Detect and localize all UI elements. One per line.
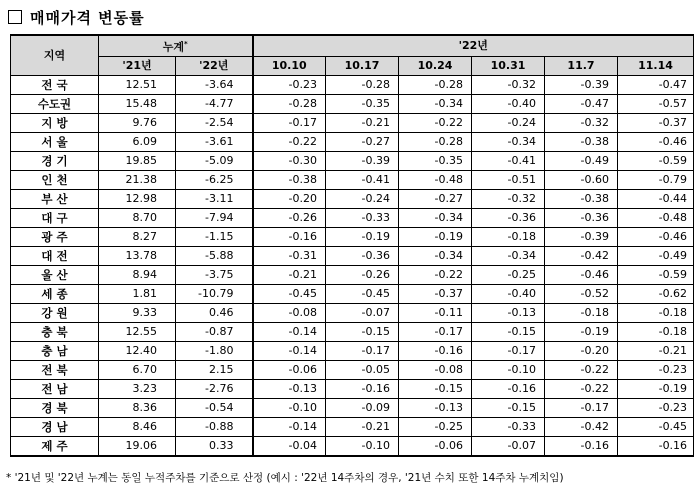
table-row (11, 379, 694, 398)
value-cell: -0.38 (545, 189, 618, 208)
value-cell: -0.24 (326, 189, 399, 208)
value-cell: -5.09 (176, 151, 253, 170)
header-week: 10.17 (326, 56, 399, 75)
value-cell: -0.46 (618, 227, 694, 246)
value-cell: -0.38 (545, 132, 618, 151)
value-cell: -0.39 (545, 75, 618, 94)
section-title (8, 6, 145, 28)
value-cell: -0.10 (253, 398, 326, 417)
header-week: 10.10 (253, 56, 326, 75)
table-row (11, 208, 694, 227)
value-cell: -0.19 (545, 322, 618, 341)
value-cell: -0.10 (472, 360, 545, 379)
value-cell: -0.05 (326, 360, 399, 379)
value-cell: -0.48 (399, 170, 472, 189)
region-cell: 울 산 (11, 265, 99, 284)
value-cell: -0.22 (253, 132, 326, 151)
value-cell: -0.32 (472, 189, 545, 208)
value-cell: -0.40 (472, 284, 545, 303)
region-cell: 서 울 (11, 132, 99, 151)
header-region: 지역 (11, 35, 99, 75)
value-cell: 0.46 (176, 303, 253, 322)
value-cell: 12.40 (99, 341, 176, 360)
value-cell: 8.36 (99, 398, 176, 417)
value-cell: -0.42 (545, 417, 618, 436)
region-cell: 제 주 (11, 436, 99, 456)
value-cell: -0.40 (472, 94, 545, 113)
value-cell: -0.08 (253, 303, 326, 322)
value-cell: -0.39 (326, 151, 399, 170)
value-cell: -0.37 (618, 113, 694, 132)
value-cell: -0.23 (618, 360, 694, 379)
value-cell: -0.13 (399, 398, 472, 417)
value-cell: -0.18 (618, 322, 694, 341)
value-cell: -0.16 (326, 379, 399, 398)
region-cell: 충 북 (11, 322, 99, 341)
value-cell: -0.21 (326, 113, 399, 132)
value-cell: -0.10 (326, 436, 399, 456)
value-cell: -0.39 (545, 227, 618, 246)
value-cell: 6.09 (99, 132, 176, 151)
region-cell: 전 국 (11, 75, 99, 94)
region-cell: 인 천 (11, 170, 99, 189)
value-cell: -0.21 (618, 341, 694, 360)
value-cell: -0.45 (253, 284, 326, 303)
value-cell: -0.23 (253, 75, 326, 94)
value-cell: 8.70 (99, 208, 176, 227)
value-cell: -0.88 (176, 417, 253, 436)
region-cell: 경 기 (11, 151, 99, 170)
region-cell: 세 종 (11, 284, 99, 303)
value-cell: -6.25 (176, 170, 253, 189)
value-cell: -0.15 (326, 322, 399, 341)
value-cell: -0.38 (253, 170, 326, 189)
value-cell: -0.36 (472, 208, 545, 227)
value-cell: -0.19 (618, 379, 694, 398)
value-cell: 19.06 (99, 436, 176, 456)
value-cell: -0.27 (399, 189, 472, 208)
value-cell: 2.15 (176, 360, 253, 379)
region-cell: 전 남 (11, 379, 99, 398)
value-cell: -0.26 (326, 265, 399, 284)
value-cell: -0.33 (472, 417, 545, 436)
value-cell: -0.16 (472, 379, 545, 398)
value-cell: -3.75 (176, 265, 253, 284)
value-cell: -0.07 (326, 303, 399, 322)
table-row (11, 113, 694, 132)
value-cell: -0.34 (399, 94, 472, 113)
value-cell: -0.08 (399, 360, 472, 379)
value-cell: -0.34 (399, 208, 472, 227)
region-cell: 지 방 (11, 113, 99, 132)
value-cell: -0.14 (253, 417, 326, 436)
value-cell: -0.37 (399, 284, 472, 303)
value-cell: -0.17 (472, 341, 545, 360)
value-cell: -0.22 (545, 379, 618, 398)
value-cell: -0.22 (399, 265, 472, 284)
value-cell: 9.76 (99, 113, 176, 132)
table-row (11, 151, 694, 170)
value-cell: -0.34 (399, 246, 472, 265)
value-cell: -0.45 (618, 417, 694, 436)
value-cell: -0.51 (472, 170, 545, 189)
value-cell: -0.59 (618, 151, 694, 170)
value-cell: -10.79 (176, 284, 253, 303)
value-cell: -0.17 (399, 322, 472, 341)
value-cell: -0.33 (326, 208, 399, 227)
value-cell: -0.24 (472, 113, 545, 132)
table-row (11, 132, 694, 151)
value-cell: -0.28 (399, 75, 472, 94)
header-week: 11.7 (545, 56, 618, 75)
header-col-21: '21년 (99, 56, 176, 75)
footnote: * '21년 및 '22년 누계는 동일 누적주차를 기준으로 산정 (예시 : '22년 14주차의 경우, '21년 수치 또한 14주차 누계치임) (6, 472, 564, 484)
region-cell: 부 산 (11, 189, 99, 208)
value-cell: -0.35 (399, 151, 472, 170)
region-cell: 전 북 (11, 360, 99, 379)
value-cell: -0.62 (618, 284, 694, 303)
value-cell: -0.41 (472, 151, 545, 170)
value-cell: -0.47 (618, 75, 694, 94)
value-cell: -5.88 (176, 246, 253, 265)
value-cell: -0.32 (545, 113, 618, 132)
section-title-text: 매매가격 변동률 (30, 8, 145, 27)
value-cell: -0.15 (399, 379, 472, 398)
region-cell: 경 남 (11, 417, 99, 436)
value-cell: 9.33 (99, 303, 176, 322)
value-cell: -0.23 (618, 398, 694, 417)
value-cell: -0.18 (472, 227, 545, 246)
value-cell: -0.04 (253, 436, 326, 456)
header-year-22: '22년 (253, 35, 694, 56)
value-cell: 21.38 (99, 170, 176, 189)
value-cell: -0.16 (253, 227, 326, 246)
table-row (11, 94, 694, 113)
value-cell: -0.11 (399, 303, 472, 322)
table-row (11, 398, 694, 417)
value-cell: -3.61 (176, 132, 253, 151)
value-cell: -0.52 (545, 284, 618, 303)
header-col-22: '22년 (176, 56, 253, 75)
value-cell: -0.28 (399, 132, 472, 151)
value-cell: -0.31 (253, 246, 326, 265)
value-cell: -4.77 (176, 94, 253, 113)
value-cell: -0.45 (326, 284, 399, 303)
value-cell: -3.11 (176, 189, 253, 208)
value-cell: -0.36 (545, 208, 618, 227)
value-cell: -0.16 (618, 436, 694, 456)
value-cell: -0.21 (253, 265, 326, 284)
value-cell: 13.78 (99, 246, 176, 265)
value-cell: -0.18 (618, 303, 694, 322)
value-cell: -0.19 (326, 227, 399, 246)
value-cell: -0.49 (618, 246, 694, 265)
value-cell: -0.17 (326, 341, 399, 360)
value-cell: -1.15 (176, 227, 253, 246)
value-cell: 3.23 (99, 379, 176, 398)
value-cell: -0.79 (618, 170, 694, 189)
region-cell: 수도권 (11, 94, 99, 113)
value-cell: -0.21 (326, 417, 399, 436)
value-cell: -0.46 (545, 265, 618, 284)
region-cell: 광 주 (11, 227, 99, 246)
header-week: 10.24 (399, 56, 472, 75)
value-cell: -0.17 (545, 398, 618, 417)
value-cell: -0.28 (253, 94, 326, 113)
price-change-table (10, 34, 694, 457)
value-cell: -3.64 (176, 75, 253, 94)
region-cell: 강 원 (11, 303, 99, 322)
value-cell: -0.22 (399, 113, 472, 132)
value-cell: -0.06 (253, 360, 326, 379)
value-cell: 12.98 (99, 189, 176, 208)
table-row (11, 436, 694, 456)
value-cell: -0.17 (253, 113, 326, 132)
region-cell: 경 북 (11, 398, 99, 417)
value-cell: -0.20 (253, 189, 326, 208)
value-cell: -0.14 (253, 341, 326, 360)
value-cell: -0.14 (253, 322, 326, 341)
region-cell: 대 구 (11, 208, 99, 227)
region-cell: 충 남 (11, 341, 99, 360)
value-cell: -0.30 (253, 151, 326, 170)
value-cell: -0.57 (618, 94, 694, 113)
value-cell: -0.36 (326, 246, 399, 265)
value-cell: -0.35 (326, 94, 399, 113)
value-cell: -0.87 (176, 322, 253, 341)
value-cell: -0.32 (472, 75, 545, 94)
value-cell: 12.51 (99, 75, 176, 94)
value-cell: 8.94 (99, 265, 176, 284)
table-row (11, 303, 694, 322)
value-cell: -0.18 (545, 303, 618, 322)
value-cell: -0.46 (618, 132, 694, 151)
table-row (11, 170, 694, 189)
table-row (11, 360, 694, 379)
value-cell: -0.34 (472, 246, 545, 265)
value-cell: -7.94 (176, 208, 253, 227)
value-cell: 8.46 (99, 417, 176, 436)
value-cell: -0.48 (618, 208, 694, 227)
value-cell: -0.27 (326, 132, 399, 151)
value-cell: -0.49 (545, 151, 618, 170)
table-row (11, 227, 694, 246)
table-row (11, 417, 694, 436)
header-cumulative: 누계* (99, 35, 253, 56)
value-cell: 19.85 (99, 151, 176, 170)
value-cell: -0.25 (399, 417, 472, 436)
value-cell: -0.41 (326, 170, 399, 189)
value-cell: -0.44 (618, 189, 694, 208)
value-cell: -0.15 (472, 398, 545, 417)
value-cell: -0.26 (253, 208, 326, 227)
value-cell: -0.22 (545, 360, 618, 379)
value-cell: -0.07 (472, 436, 545, 456)
value-cell: -0.15 (472, 322, 545, 341)
table-row (11, 75, 694, 94)
table-row (11, 246, 694, 265)
value-cell: -0.16 (399, 341, 472, 360)
value-cell: -0.13 (253, 379, 326, 398)
value-cell: 8.27 (99, 227, 176, 246)
value-cell: -0.59 (618, 265, 694, 284)
table-row (11, 265, 694, 284)
checkbox-icon (8, 10, 22, 24)
value-cell: 12.55 (99, 322, 176, 341)
table-row (11, 284, 694, 303)
value-cell: 6.70 (99, 360, 176, 379)
value-cell: -0.13 (472, 303, 545, 322)
value-cell: -0.28 (326, 75, 399, 94)
region-cell: 대 전 (11, 246, 99, 265)
value-cell: -0.47 (545, 94, 618, 113)
value-cell: -0.54 (176, 398, 253, 417)
value-cell: 1.81 (99, 284, 176, 303)
value-cell: -0.06 (399, 436, 472, 456)
value-cell: -0.16 (545, 436, 618, 456)
header-week: 10.31 (472, 56, 545, 75)
table-row (11, 322, 694, 341)
value-cell: -1.80 (176, 341, 253, 360)
value-cell: -0.20 (545, 341, 618, 360)
value-cell: 15.48 (99, 94, 176, 113)
value-cell: -0.25 (472, 265, 545, 284)
table-row (11, 341, 694, 360)
header-week: 11.14 (618, 56, 694, 75)
value-cell: -2.54 (176, 113, 253, 132)
value-cell: -0.34 (472, 132, 545, 151)
value-cell: 0.33 (176, 436, 253, 456)
value-cell: -2.76 (176, 379, 253, 398)
value-cell: -0.09 (326, 398, 399, 417)
value-cell: -0.19 (399, 227, 472, 246)
value-cell: -0.60 (545, 170, 618, 189)
table-row (11, 189, 694, 208)
value-cell: -0.42 (545, 246, 618, 265)
